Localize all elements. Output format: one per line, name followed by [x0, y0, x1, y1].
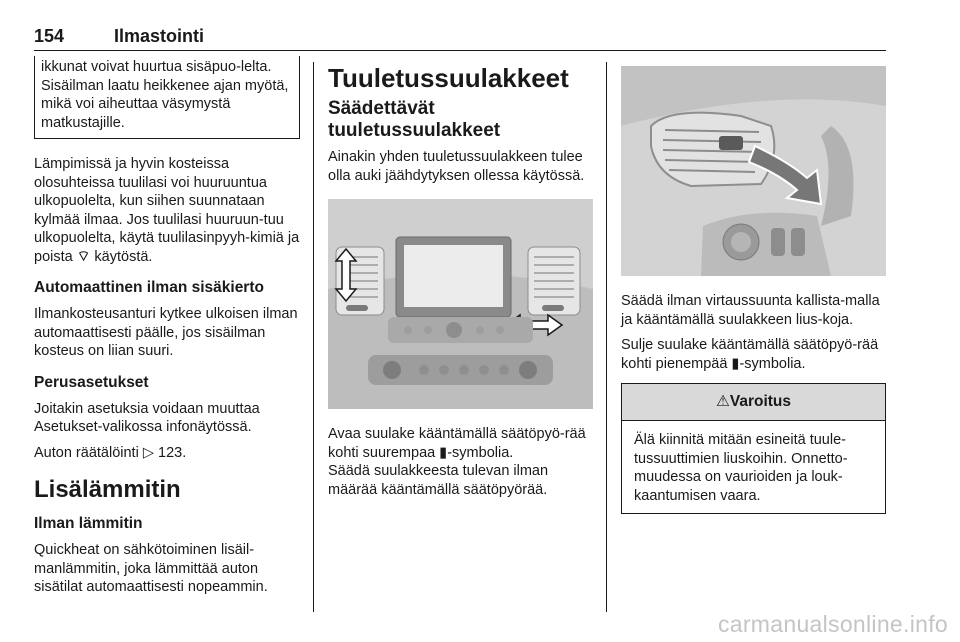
side-vent-photo: [621, 66, 886, 276]
chapter-title: Ilmastointi: [114, 26, 205, 46]
continued-warning-box: [34, 56, 300, 139]
large-vent-symbol-icon: ▮: [439, 444, 448, 461]
paragraph-direction: Säädä ilman virtaussuunta kallista-malla ja kääntämällä suulakkeen lius-koja.: [621, 293, 880, 328]
warning-body: [622, 421, 885, 513]
heading-auto-recirculation: Automaattinen ilman sisäkierto: [34, 279, 264, 296]
heading-basic-settings: Perusasetukset: [34, 373, 149, 391]
small-vent-symbol-icon: ▮: [731, 355, 740, 372]
boxed-text: ikkunat voivat huurtua sisäpuo-lelta. Sisäilman laatu heikkenee ajan myötä, mikä voi aiheuttaa väsymystä matkustajille.: [41, 59, 289, 131]
page-reference-icon: ▷: [142, 444, 154, 461]
page-header: [34, 24, 886, 51]
column-divider-1: [313, 62, 314, 612]
watermark: carmanualsonline.info: [717, 611, 948, 637]
paragraph-air-amount: Säädä suulakkeesta tulevan ilman määrää kääntämällä säätöpyörää.: [328, 463, 549, 498]
heading-air-vents: Tuuletussuulakkeet: [328, 63, 569, 93]
dashboard-vents-illustration: [328, 199, 593, 409]
subheading-air-heater: Ilman lämmitin: [34, 515, 143, 532]
paragraph-personalization: Auton räätälöinti ▷ 123.: [34, 444, 187, 461]
column-2: [328, 62, 593, 506]
page-number: 154: [34, 26, 65, 46]
subheading-adjustable-vents: Säädettävät tuuletussuulakkeet: [328, 98, 501, 141]
dashboard-vents-photo: [328, 199, 593, 409]
warning-box: [621, 383, 886, 514]
warning-title: Varoitus: [729, 393, 792, 410]
paragraph-basic-settings: Joitakin asetuksia voidaan muuttaa Asetukset-valikossa infonäytössä.: [34, 400, 260, 435]
paragraph-close-vent: Sulje suulake kääntämällä säätöpyö-rää kohti pienempää ▮-symbolia.: [621, 337, 879, 372]
column-1: [34, 59, 300, 604]
paragraph-open-symbol: Avaa suulake kääntämällä säätöpyö-rää kohti suurempaa ▮-symbolia.: [328, 426, 586, 461]
paragraph-humidity: Lämpimissä ja hyvin kosteissa olosuhteissa tuulilasi voi huuruuntua ulkopuolelta, kun siihen suunnataan kylmää ilmaa. Jos tuulilasi huuruun-tuu ulkopuolelta, käytä tuulilasinpyyh-kimiä ja poista ⌔ käytöstä.: [34, 156, 300, 265]
wiper-icon: ⌔: [76, 248, 91, 265]
warning-triangle-icon: ⚠: [715, 393, 730, 410]
column-3: [621, 62, 886, 514]
warning-header: [622, 384, 885, 421]
side-vent-illustration: [621, 66, 886, 276]
paragraph-open-vent: Ainakin yhden tuuletussuulakkeen tulee olla auki jäähdytyksen ollessa käytössä.: [328, 149, 585, 184]
column-divider-2: [606, 62, 607, 612]
warning-text: Älä kiinnitä mitään esineitä tuule-tussuuttimien liuskoihin. Onnetto-muudessa on vaurioiden ja louk-kaantumisen vaara.: [634, 432, 848, 504]
heading-auxiliary-heater: Lisälämmitin: [34, 476, 181, 503]
paragraph-auto-recirculation: Ilmankosteusanturi kytkee ulkoisen ilman automaattisesti päälle, jos sisäilman kosteus on liian suuri.: [34, 306, 298, 359]
paragraph-quickheat: Quickheat on sähkötoiminen lisäil-manlämmitin, joka lämmittää auton sisätilat automaattisesti nopeammin.: [34, 542, 268, 595]
